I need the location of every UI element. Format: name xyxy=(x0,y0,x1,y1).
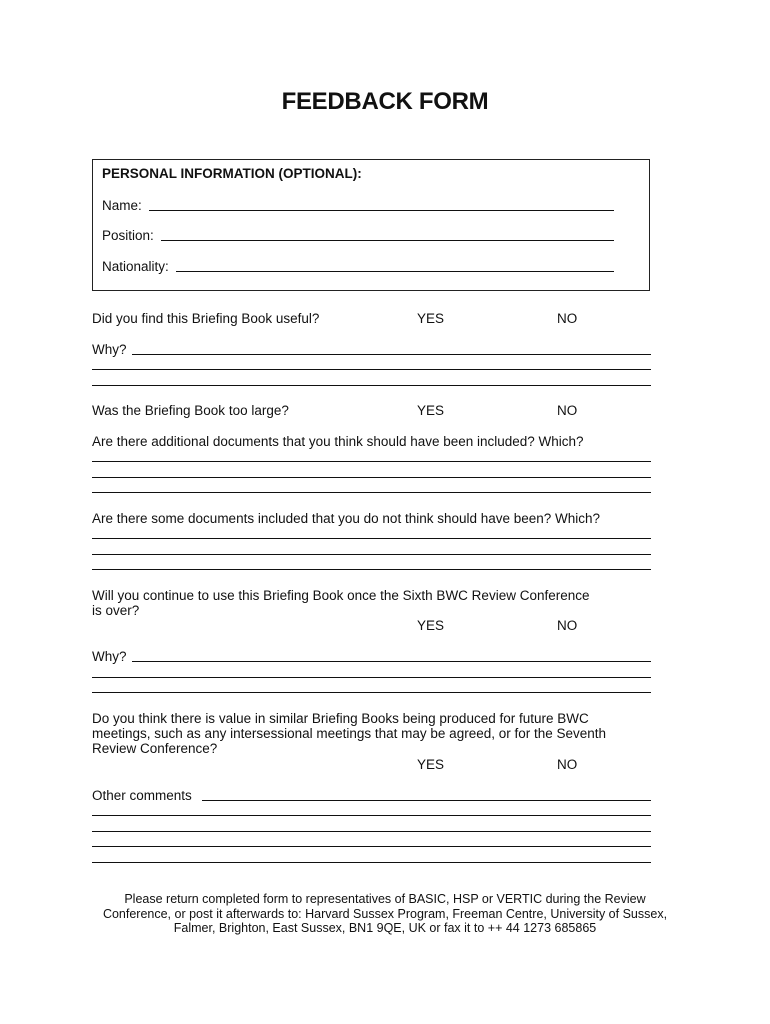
question-future-books-line2: meetings, such as any intersessional meetings that may be agreed, or for the Seventh xyxy=(92,726,607,741)
question-too-large: Was the Briefing Book too large? xyxy=(92,403,289,418)
other-comments-line[interactable] xyxy=(92,831,651,832)
position-label: Position: xyxy=(102,228,154,243)
q5-answer-line[interactable] xyxy=(92,692,651,693)
personal-info-heading: PERSONAL INFORMATION (OPTIONAL): xyxy=(102,166,362,181)
q2-no-option[interactable]: NO xyxy=(557,403,578,418)
q3-answer-line[interactable] xyxy=(92,492,651,493)
question-unneeded-documents: Are there some documents included that you do not think should have been? Which? xyxy=(92,511,601,526)
return-instructions-line2: Conference, or post it afterwards to: Harvard Sussex Program, Freeman Centre, University of Sussex, xyxy=(102,906,668,921)
return-instructions-line1: Please return completed form to representatives of BASIC, HSP or VERTIC during the Review xyxy=(124,892,646,906)
question-additional-documents: Are there additional documents that you think should have been included? Which? xyxy=(92,434,584,449)
other-comments-line[interactable] xyxy=(92,846,651,847)
q4-answer-line[interactable] xyxy=(92,538,651,539)
position-field[interactable] xyxy=(161,240,614,241)
name-label: Name: xyxy=(102,198,142,213)
return-instructions-line3: Falmer, Brighton, East Sussex, BN1 9QE, UK or fax it to ++ 44 1273 685865 xyxy=(173,921,597,935)
q5-why-label: Why? xyxy=(92,649,127,664)
q6-no-option[interactable]: NO xyxy=(557,757,578,772)
other-comments-line[interactable] xyxy=(92,815,651,816)
q1-answer-line[interactable] xyxy=(92,385,651,386)
q4-answer-line[interactable] xyxy=(92,569,651,570)
q1-no-option[interactable]: NO xyxy=(557,311,578,326)
other-comments-field[interactable] xyxy=(202,800,651,801)
other-comments-line[interactable] xyxy=(92,862,651,863)
q3-answer-line[interactable] xyxy=(92,477,651,478)
question-future-books-line3: Review Conference? xyxy=(92,741,218,756)
nationality-field[interactable] xyxy=(176,271,614,272)
question-continue-use-line1: Will you continue to use this Briefing Book once the Sixth BWC Review Conference xyxy=(92,588,590,603)
q6-yes-option[interactable]: YES xyxy=(417,757,445,772)
question-continue-use-line2: is over? xyxy=(92,603,140,618)
q5-yes-option[interactable]: YES xyxy=(417,618,445,633)
q1-yes-option[interactable]: YES xyxy=(417,311,445,326)
q3-answer-line[interactable] xyxy=(92,461,651,462)
nationality-label: Nationality: xyxy=(102,259,169,274)
return-instructions xyxy=(60,892,710,936)
q5-answer-line[interactable] xyxy=(92,677,651,678)
question-future-books-line1: Do you think there is value in similar Briefing Books being produced for future BWC xyxy=(92,711,589,726)
page-title: FEEDBACK FORM xyxy=(281,88,489,115)
q2-yes-option[interactable]: YES xyxy=(417,403,445,418)
name-field[interactable] xyxy=(149,210,614,211)
other-comments-label: Other comments xyxy=(92,788,192,803)
q5-no-option[interactable]: NO xyxy=(557,618,578,633)
q1-why-field[interactable] xyxy=(132,354,651,355)
question-useful: Did you find this Briefing Book useful? xyxy=(92,311,320,326)
q1-why-label: Why? xyxy=(92,342,127,357)
q1-answer-line[interactable] xyxy=(92,369,651,370)
q5-why-field[interactable] xyxy=(132,661,651,662)
q4-answer-line[interactable] xyxy=(92,554,651,555)
